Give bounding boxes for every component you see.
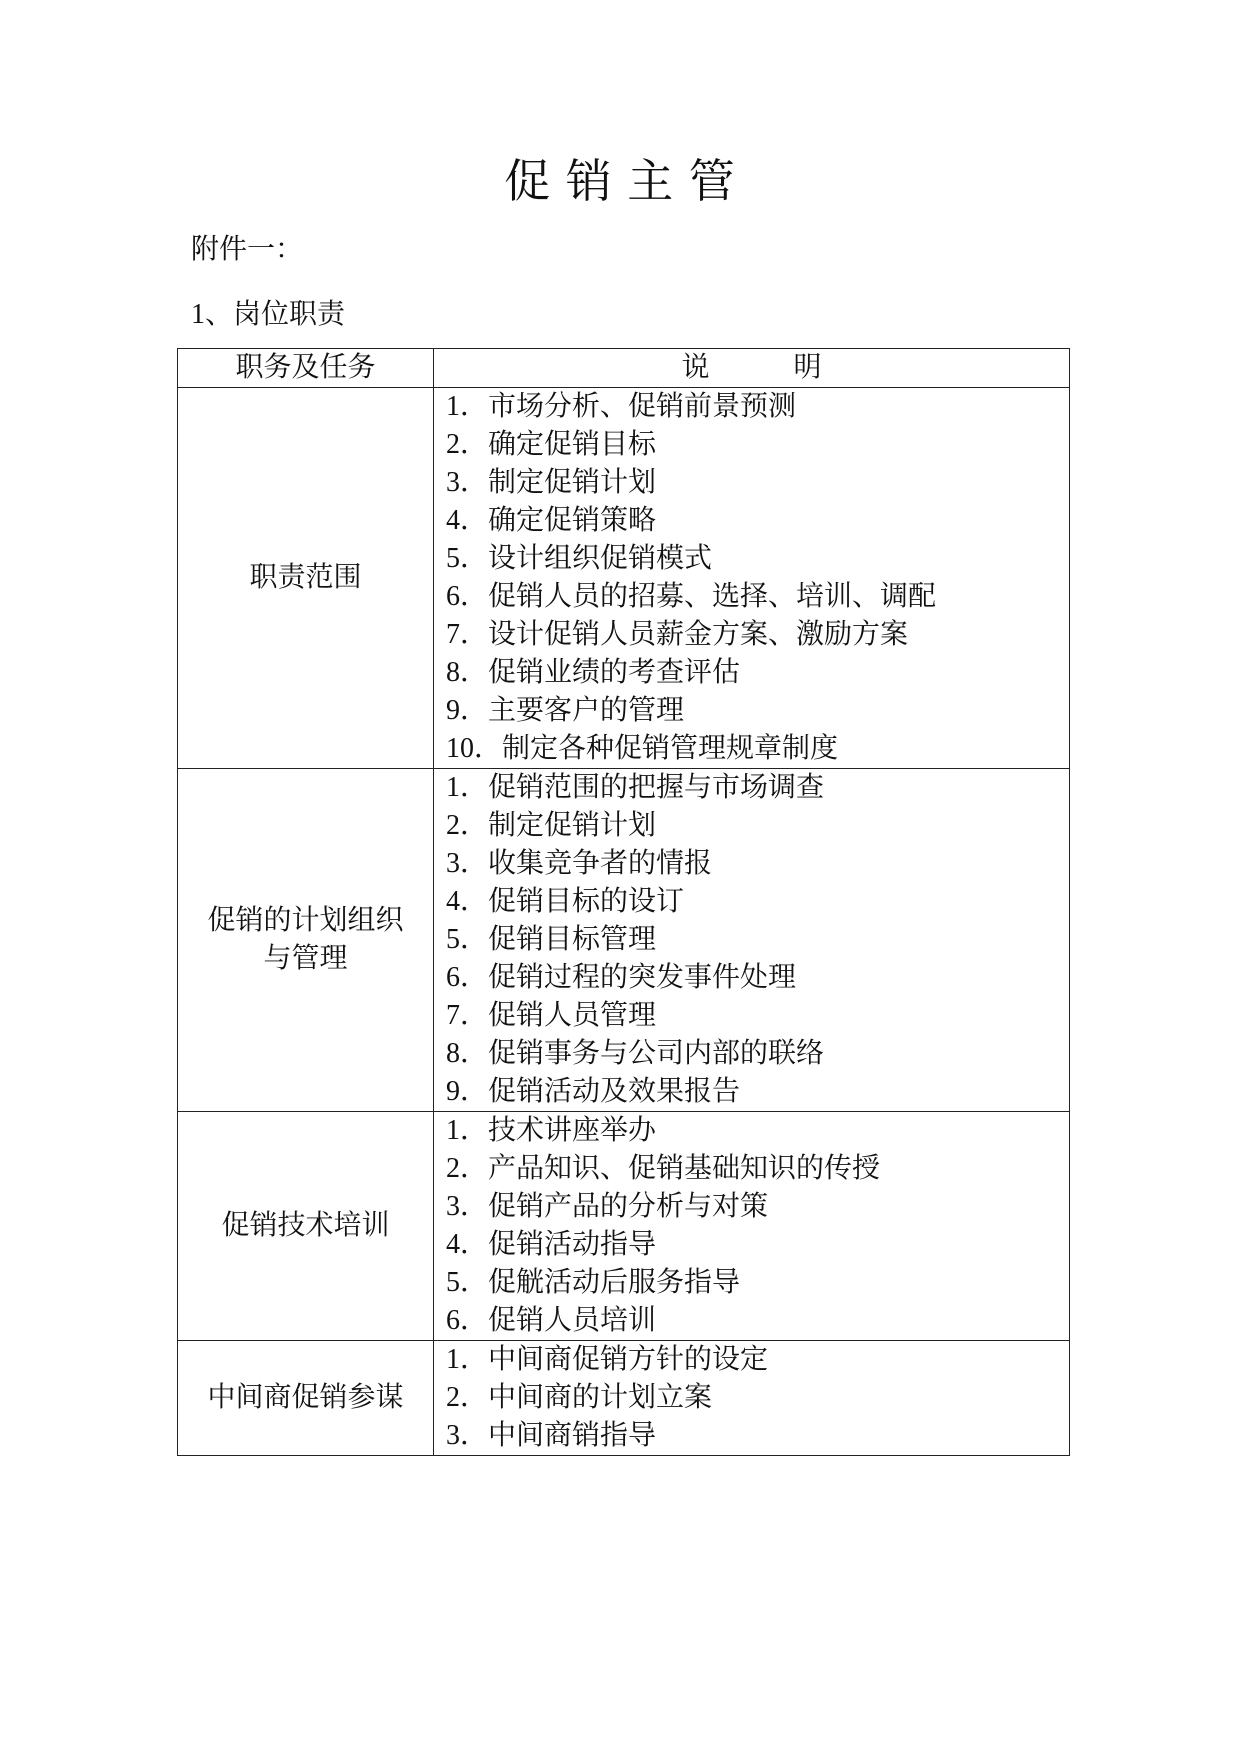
list-item: 2．制定促销计划 <box>446 810 657 841</box>
list-item: 9．促销活动及效果报告 <box>446 1076 741 1107</box>
list-item: 2．确定促销目标 <box>446 429 657 460</box>
list-item: 2．产品知识、促销基础知识的传授 <box>446 1153 881 1184</box>
category-label: 职责范围 <box>249 562 362 593</box>
list-item: 3．制定促销计划 <box>446 467 657 498</box>
list-item: 5．促觥活动后服务指导 <box>446 1267 741 1298</box>
list-item: 4．确定促销策略 <box>446 505 657 536</box>
table-row <box>178 388 1070 769</box>
list-item: 1．中间商促销方针的设定 <box>446 1344 769 1375</box>
list-item: 5．设计组织促销模式 <box>446 543 713 574</box>
list-item: 9．主要客户的管理 <box>446 695 685 726</box>
list-item: 7．促销人员管理 <box>446 1000 657 1031</box>
list-item: 10．制定各种促销管理规章制度 <box>446 733 839 764</box>
list-item: 1．市场分析、促销前景预测 <box>446 391 797 422</box>
list-item: 4．促销目标的设订 <box>446 886 685 917</box>
list-item: 8．促销事务与公司内部的联络 <box>446 1038 825 1069</box>
section-heading: 1、岗位职责 <box>191 299 346 330</box>
list-item: 5．促销目标管理 <box>446 924 657 955</box>
list-item: 7．设计促销人员薪金方案、激励方案 <box>446 619 909 650</box>
category-cell <box>178 388 434 769</box>
category-cell <box>178 1112 434 1341</box>
list-item: 2．中间商的计划立案 <box>446 1382 713 1413</box>
items-cell <box>434 1112 1070 1341</box>
table-row <box>178 769 1070 1112</box>
list-item: 4．促销活动指导 <box>446 1229 657 1260</box>
list-item: 8．促销业绩的考查评估 <box>446 657 741 688</box>
table-row <box>178 1112 1070 1341</box>
category-label: 促销技术培训 <box>221 1210 390 1241</box>
duty-table <box>177 348 1070 1456</box>
list-item: 6．促销人员培训 <box>446 1305 657 1336</box>
category-label: 促销的计划组织 <box>207 905 404 936</box>
category-label: 中间商促销参谋 <box>207 1382 404 1413</box>
attachment-label: 附件一： <box>191 234 304 265</box>
header-description: 说 明 <box>434 349 1070 388</box>
items-cell <box>434 388 1070 769</box>
category-cell <box>178 1341 434 1456</box>
header-duty-task: 职务及任务 <box>178 349 434 388</box>
list-item: 1．技术讲座举办 <box>446 1115 657 1146</box>
document-title: 促 销 主 管 <box>504 156 737 207</box>
list-item: 3．中间商销指导 <box>446 1420 657 1451</box>
category-label: 与管理 <box>263 943 348 974</box>
items-cell <box>434 769 1070 1112</box>
list-item: 3．促销产品的分析与对策 <box>446 1191 769 1222</box>
list-item: 1．促销范围的把握与市场调查 <box>446 772 825 803</box>
table-header-row <box>178 349 1070 388</box>
list-item: 6．促销过程的突发事件处理 <box>446 962 797 993</box>
list-item: 3．收集竞争者的情报 <box>446 848 713 879</box>
items-cell <box>434 1341 1070 1456</box>
list-item: 6．促销人员的招募、选择、培训、调配 <box>446 581 937 612</box>
table-row <box>178 1341 1070 1456</box>
category-cell <box>178 769 434 1112</box>
